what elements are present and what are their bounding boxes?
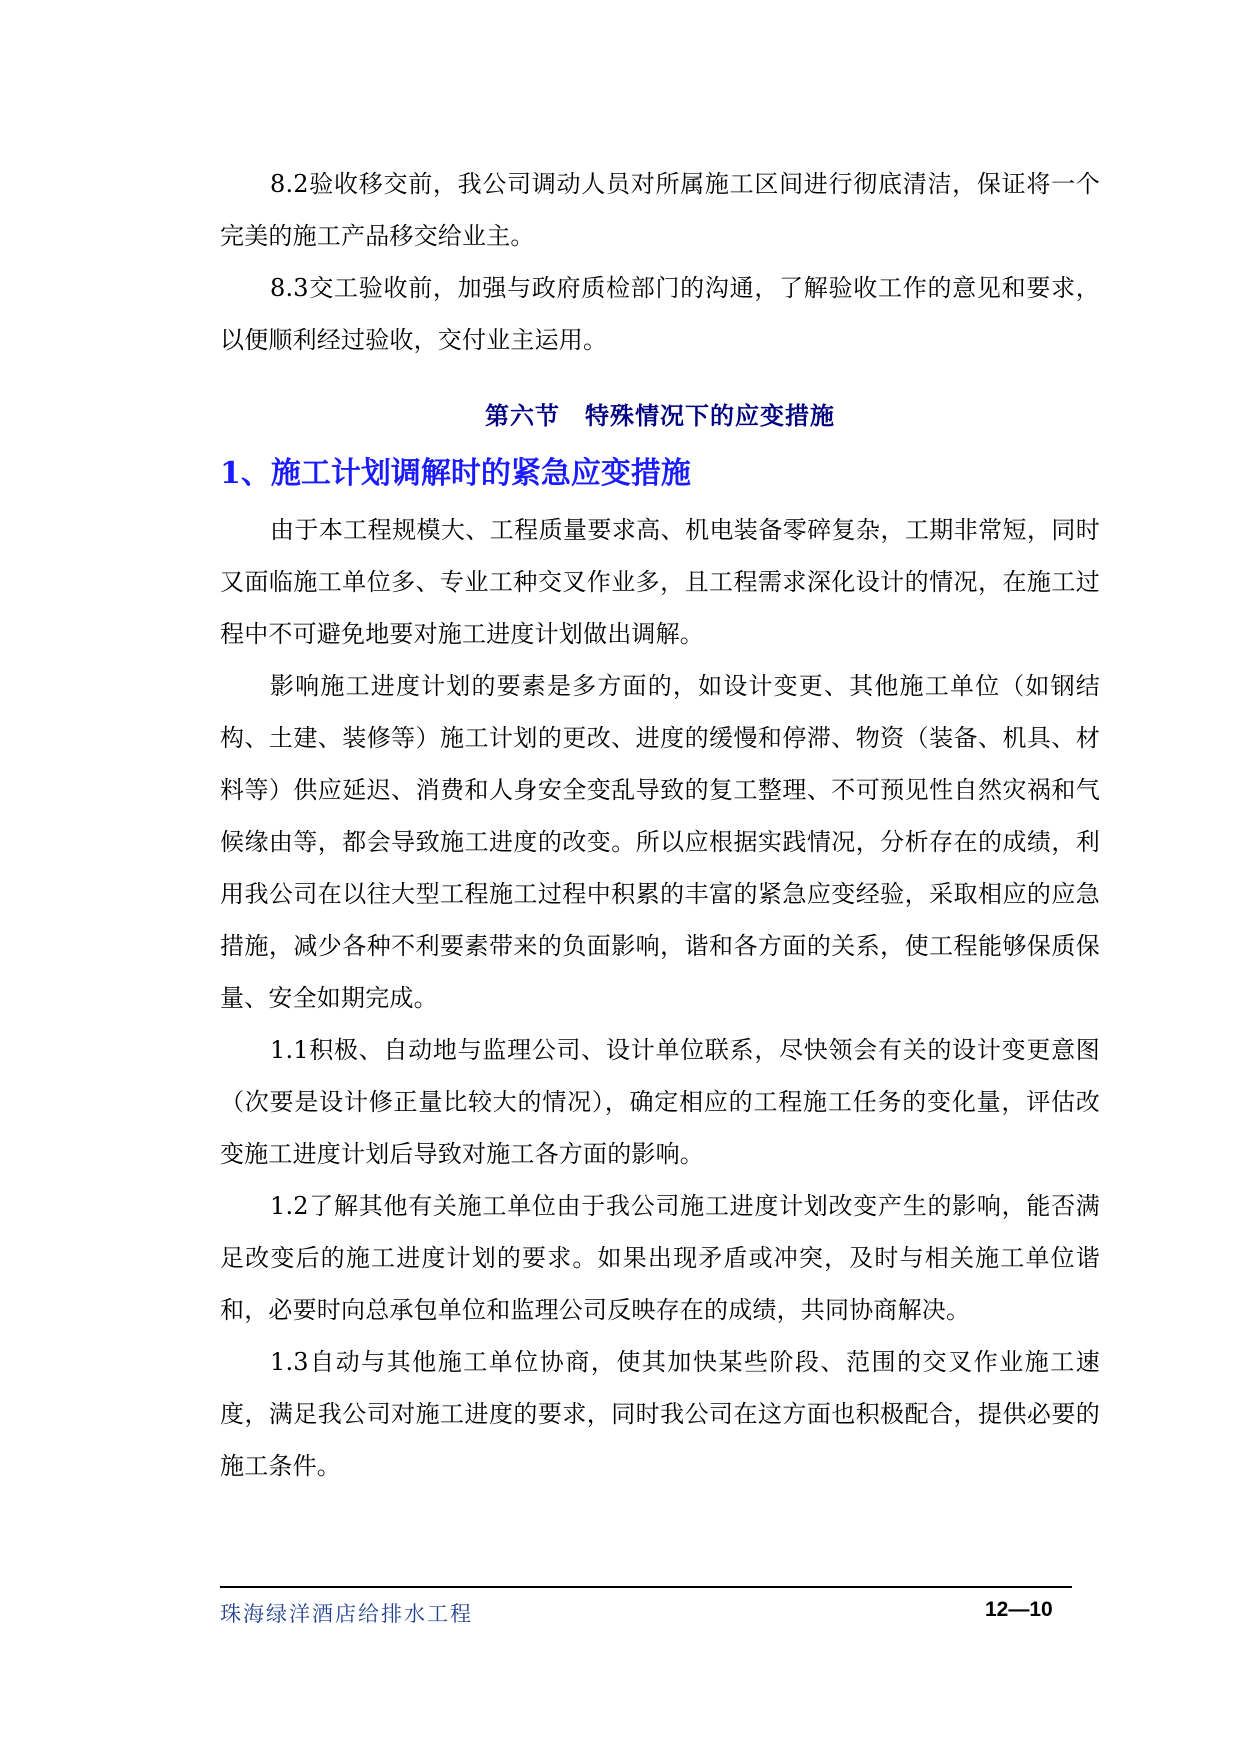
- paragraph-1-1: 1.1积极、自动地与监理公司、设计单位联系，尽快领会有关的设计变更意图（次要是设计修正量比较大的情况），确定相应的工程施工任务的变化量，评估改变施工进度计划后导致对施工各方面的影响。: [220, 1036, 1100, 1168]
- footer-divider: [220, 1586, 1072, 1588]
- footer-page-number: 12—10: [985, 1598, 1053, 1621]
- section-title: 第六节 特殊情况下的应变措施: [485, 401, 835, 430]
- paragraph-intro: 由于本工程规模大、工程质量要求高、机电装备零碎复杂，工期非常短，同时又面临施工单位多、专业工种交叉作业多，且工程需求深化设计的情况，在施工过程中不可避免地要对施工进度计划做出调解。: [220, 516, 1100, 648]
- paragraph-8-2: 8.2验收移交前，我公司调动人员对所属施工区间进行彻底清洁，保证将一个完美的施工产品移交给业主。: [220, 170, 1100, 250]
- page-content: [220, 158, 1100, 1492]
- paragraph-factors: 影响施工进度计划的要素是多方面的，如设计变更、其他施工单位（如钢结构、土建、装修等）施工计划的更改、进度的缓慢和停滞、物资（装备、机具、材料等）供应延迟、消费和人身安全变乱导致的复工整理、不可预见性自然灾祸和气候缘由等，都会导致施工进度的改变。所以应根据实践情况，分析存在的成绩，利用我公司在以往大型工程施工过程中积累的丰富的紧急应变经验，采取相应的应急措施，减少各种不利要素带来的负面影响，谐和各方面的关系，使工程能够保质保量、安全如期完成。: [220, 672, 1100, 1012]
- paragraph-1-2: 1.2了解其他有关施工单位由于我公司施工进度计划改变产生的影响，能否满足改变后的施工进度计划的要求。如果出现矛盾或冲突，及时与相关施工单位谐和，必要时向总承包单位和监理公司反映存在的成绩，共同协商解决。: [220, 1192, 1100, 1324]
- paragraph-1-3: 1.3自动与其他施工单位协商，使其加快某些阶段、范围的交叉作业施工速度，满足我公司对施工进度的要求，同时我公司在这方面也积极配合，提供必要的施工条件。: [220, 1348, 1100, 1480]
- paragraph-8-3: 8.3交工验收前，加强与政府质检部门的沟通，了解验收工作的意见和要求，以便顺利经过验收，交付业主运用。: [220, 274, 1100, 354]
- subheading: 1、施工计划调解时的紧急应变措施: [220, 456, 691, 491]
- footer-project-name: 珠海绿洋酒店给排水工程: [220, 1602, 473, 1626]
